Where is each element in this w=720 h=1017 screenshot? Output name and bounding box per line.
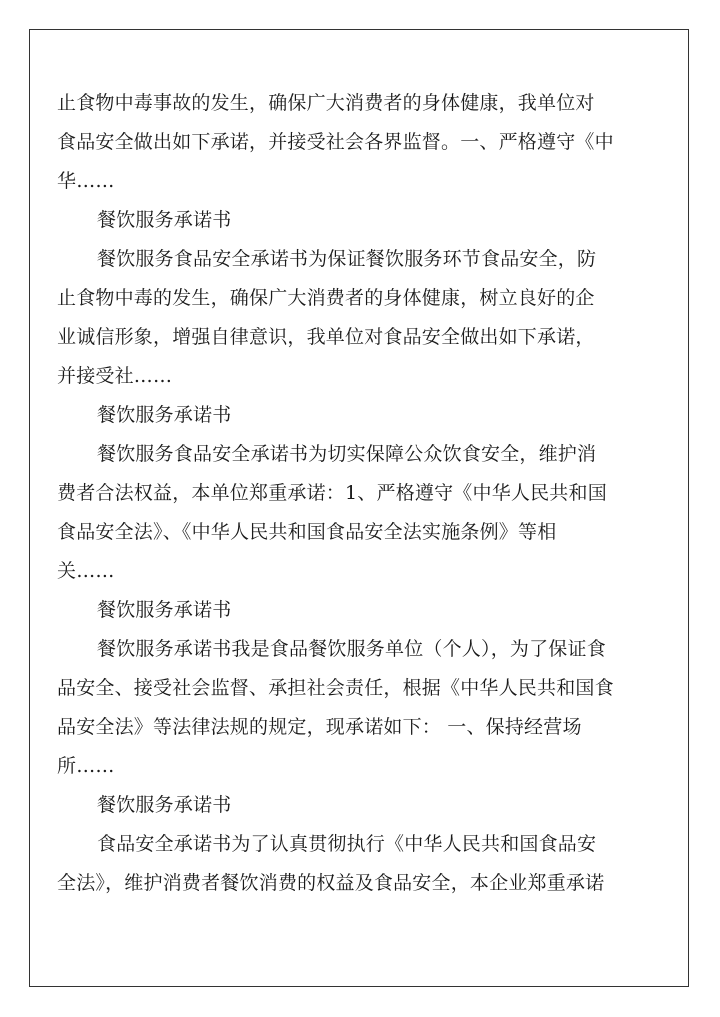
document-body (57, 84, 637, 903)
text-line: 食品安全做出如下承诺，并接受社会各界监督。一、严格遵守《中 (57, 131, 614, 153)
section-heading: 餐饮服务承诺书 (97, 209, 232, 231)
text-line: 华…… (57, 170, 115, 192)
text-line: 品安全法》等法律法规的规定，现承诺如下： 一、保持经营场 (57, 716, 582, 738)
text-line: 品安全、接受社会监督、承担社会责任，根据《中华人民共和国食 (57, 677, 614, 699)
paragraph-first-line: 食品安全承诺书为了认真贯彻执行《中华人民共和国食品安 (97, 833, 597, 855)
paragraph-first-line: 餐饮服务食品安全承诺书为切实保障公众饮食安全，维护消 (97, 443, 597, 465)
text-line: 全法》，维护消费者餐饮消费的权益及食品安全，本企业郑重承诺 (57, 872, 605, 894)
text-line: 业诚信形象，增强自律意识，我单位对食品安全做出如下承诺， (57, 326, 595, 348)
text-line: 食品安全法》、《中华人民共和国食品安全法实施条例》等相 (57, 521, 557, 543)
text-line: 关…… (57, 560, 115, 582)
section-heading: 餐饮服务承诺书 (97, 794, 232, 816)
section-heading: 餐饮服务承诺书 (97, 599, 232, 621)
paragraph-first-line: 餐饮服务食品安全承诺书为保证餐饮服务环节食品安全，防 (97, 248, 597, 270)
paragraph-first-line: 餐饮服务承诺书我是食品餐饮服务单位（个人），为了保证食 (97, 638, 606, 660)
text-line: 止食物中毒事故的发生，确保广大消费者的身体健康，我单位对 (57, 92, 595, 114)
text-line: 所…… (57, 755, 115, 777)
text-line: 止食物中毒的发生，确保广大消费者的身体健康，树立良好的企 (57, 287, 595, 309)
section-heading: 餐饮服务承诺书 (97, 404, 232, 426)
text-line: 并接受社…… (57, 365, 173, 387)
text-line: 费者合法权益，本单位郑重承诺：1、严格遵守《中华人民共和国 (57, 482, 607, 504)
